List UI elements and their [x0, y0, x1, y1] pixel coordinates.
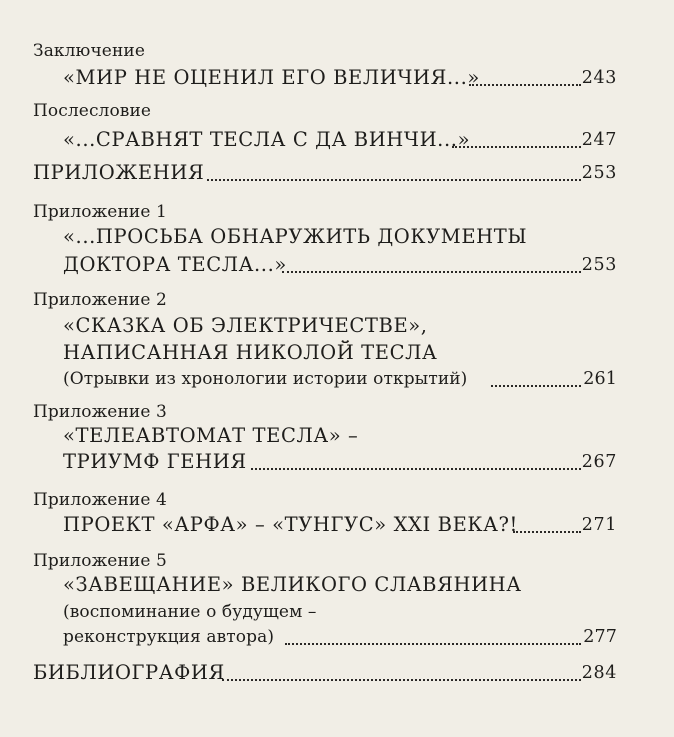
- page-number: 247: [581, 130, 617, 150]
- toc-entry-line: [0, 125, 674, 155]
- toc-entry-line: [0, 510, 674, 540]
- toc-entry-line: [0, 364, 674, 394]
- page-number: 271: [581, 515, 617, 535]
- entry-title-appendix-4: ПРОЕКТ «АРФА» – «ТУНГУС» XXI ВЕКА?!: [63, 513, 518, 536]
- dot-leader: [285, 643, 581, 645]
- page-number: 267: [581, 452, 617, 472]
- entry-label-appendix-4: Приложение 4: [33, 490, 167, 510]
- entry-label-afterword: Послесловие: [33, 101, 152, 121]
- entry-title-appendix-2-line-1: «СКАЗКА ОБ ЭЛЕКТРИЧЕСТВЕ»,: [63, 314, 428, 337]
- dot-leader: [491, 385, 581, 387]
- section-heading-bibliography: БИБЛИОГРАФИЯ: [33, 661, 225, 684]
- page-number: 284: [581, 663, 617, 683]
- dot-leader: [513, 531, 581, 533]
- dot-leader: [251, 468, 581, 470]
- entry-subtitle-appendix-5-line-2: реконструкция автора): [63, 627, 275, 647]
- entry-label-appendix-5: Приложение 5: [33, 551, 167, 571]
- entry-title-appendix-5: «ЗАВЕЩАНИЕ» ВЕЛИКОГО СЛАВЯНИНА: [63, 573, 522, 596]
- page-number: 253: [581, 163, 617, 183]
- dot-leader: [452, 146, 581, 148]
- toc-entry-line: [0, 447, 674, 477]
- toc-entry-label: [0, 96, 674, 126]
- entry-label-appendix-1: Приложение 1: [33, 202, 167, 222]
- toc-entry-line: [0, 63, 674, 93]
- section-heading-appendices: ПРИЛОЖЕНИЯ: [33, 161, 205, 184]
- entry-title-conclusion: «МИР НЕ ОЦЕНИЛ ЕГО ВЕЛИЧИЯ...»: [63, 66, 480, 89]
- toc-section-heading: [0, 158, 674, 188]
- page-number: 261: [583, 369, 617, 389]
- entry-label-appendix-2: Приложение 2: [33, 290, 167, 310]
- entry-title-appendix-1-line-2: ДОКТОРА ТЕСЛА...»: [63, 253, 287, 276]
- page-number: 277: [583, 627, 617, 647]
- dot-leader: [207, 179, 581, 181]
- entry-subtitle-appendix-2: (Отрывки из хронологии истории открытий): [63, 369, 468, 389]
- toc-entry-line: [0, 311, 674, 341]
- toc-section-heading: [0, 658, 674, 688]
- entry-title-appendix-3-line-2: ТРИУМФ ГЕНИЯ: [63, 450, 247, 473]
- toc-entry-line: [0, 622, 674, 652]
- entry-subtitle-appendix-5-line-1: (воспоминание о будущем –: [63, 602, 317, 622]
- entry-title-appendix-1-line-1: «...ПРОСЬБА ОБНАРУЖИТЬ ДОКУМЕНТЫ: [63, 225, 528, 248]
- entry-label-conclusion: Заключение: [33, 41, 145, 61]
- toc-entry-label: [0, 36, 674, 66]
- dot-leader: [282, 271, 581, 273]
- toc-entry-line: [0, 570, 674, 600]
- entry-label-appendix-3: Приложение 3: [33, 402, 167, 422]
- entry-title-appendix-2-line-2: НАПИСАННАЯ НИКОЛОЙ ТЕСЛА: [63, 341, 438, 364]
- dot-leader: [222, 679, 581, 681]
- dot-leader: [469, 84, 581, 86]
- toc-entry-line: [0, 222, 674, 252]
- page-number: 253: [581, 255, 617, 275]
- page-number: 243: [581, 68, 617, 88]
- entry-title-appendix-3-line-1: «ТЕЛЕАВТОМАТ ТЕСЛА» –: [63, 424, 359, 447]
- toc-entry-line: [0, 250, 674, 280]
- entry-title-afterword: «...СРАВНЯТ ТЕСЛА С ДА ВИНЧИ...»: [63, 128, 471, 151]
